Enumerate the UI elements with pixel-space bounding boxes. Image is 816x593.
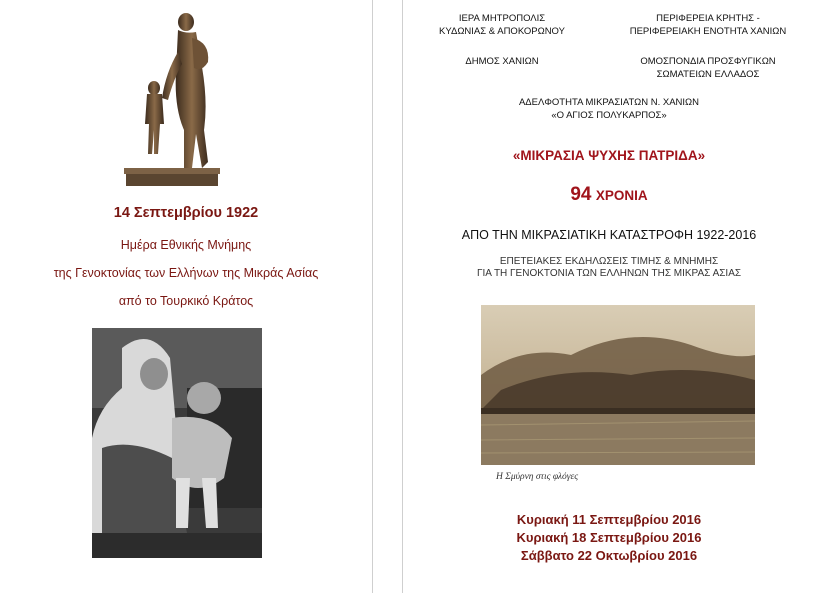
organizer-region: ΠΕΡΙΦΕΡΕΙΑ ΚΡΗΤΗΣ - ΠΕΡΙΦΕΡΕΙΑΚΗ ΕΝΟΤΗΤΑ ΧΑΝΙΩΝ <box>629 13 787 37</box>
organizer-municipality: ΔΗΜΟΣ ΧΑΝΙΩΝ <box>465 56 539 67</box>
event-date-1: Κυριακή 11 Σεπτεμβρίου 2016 <box>516 512 702 527</box>
years-heading <box>402 184 816 206</box>
organizer-church: ΙΕΡΑ ΜΗΤΡΟΠΟΛΙΣ ΚΥΔΩΝΙΑΣ & ΑΠΟΚΟΡΩΝΟΥ <box>439 13 565 37</box>
organizer-brotherhood: ΑΔΕΛΦΟΤΗΤΑ ΜΙΚΡΑΣΙΑΤΩΝ Ν. ΧΑΝΙΩΝ «Ο ΑΓΙΟΣ ΠΟΛΥΚΑΡΠΟΣ» <box>518 97 700 121</box>
organizer-federation: ΟΜΟΣΠΟΝΔΙΑ ΠΡΟΣΦΥΓΙΚΩΝ ΣΩΜΑΤΕΙΩΝ ΕΛΛΑΔΟΣ <box>640 56 776 80</box>
since-line: ΑΠΟ ΤΗΝ ΜΙΚΡΑΣΙΑΤΙΚΗ ΚΑΤΑΣΤΡΟΦΗ 1922-2016 <box>461 228 757 242</box>
event-date-3: Σάββατο 22 Οκτωβρίου 2016 <box>520 548 698 563</box>
events-subtitle: ΕΠΕΤΕΙΑΚΕΣ ΕΚΔΗΛΩΣΕΙΣ ΤΙΜΗΣ & ΜΝΗΜΗΣ ΓΙΑ ΤΗ ΓΕΝΟΚΤΟΝΙΑ ΤΩΝ ΕΛΛΗΝΩΝ ΤΗΣ ΜΙΚΡΑΣ ΑΣΙΑΣ <box>476 256 742 279</box>
memory-line-2: της Γενοκτονίας των Ελλήνων της Μικράς Ασίας <box>53 266 319 280</box>
event-date-2: Κυριακή 18 Σεπτεμβρίου 2016 <box>516 530 702 545</box>
smyrna-fire-photo <box>481 305 755 465</box>
memory-line-3: από το Τουρκικό Κράτος <box>118 294 254 308</box>
years-word: ΧΡΟΝΙΑ <box>595 188 648 203</box>
statue-image <box>122 12 220 188</box>
left-page <box>0 0 372 593</box>
date-title: 14 Σεπτεμβρίου 1922 <box>113 205 259 221</box>
right-page <box>402 0 816 593</box>
photo-caption: Η Σμύρνη στις φλόγες <box>496 472 579 482</box>
years-number: 94 <box>570 184 592 205</box>
motto-title: «ΜΙΚΡΑΣΙΑ ΨΥΧΗΣ ΠΑΤΡΙΔΑ» <box>512 148 706 163</box>
refugee-mother-photo <box>92 328 262 558</box>
page-fold-left <box>372 0 373 593</box>
memory-line-1: Ημέρα Εθνικής Μνήμης <box>120 238 252 252</box>
